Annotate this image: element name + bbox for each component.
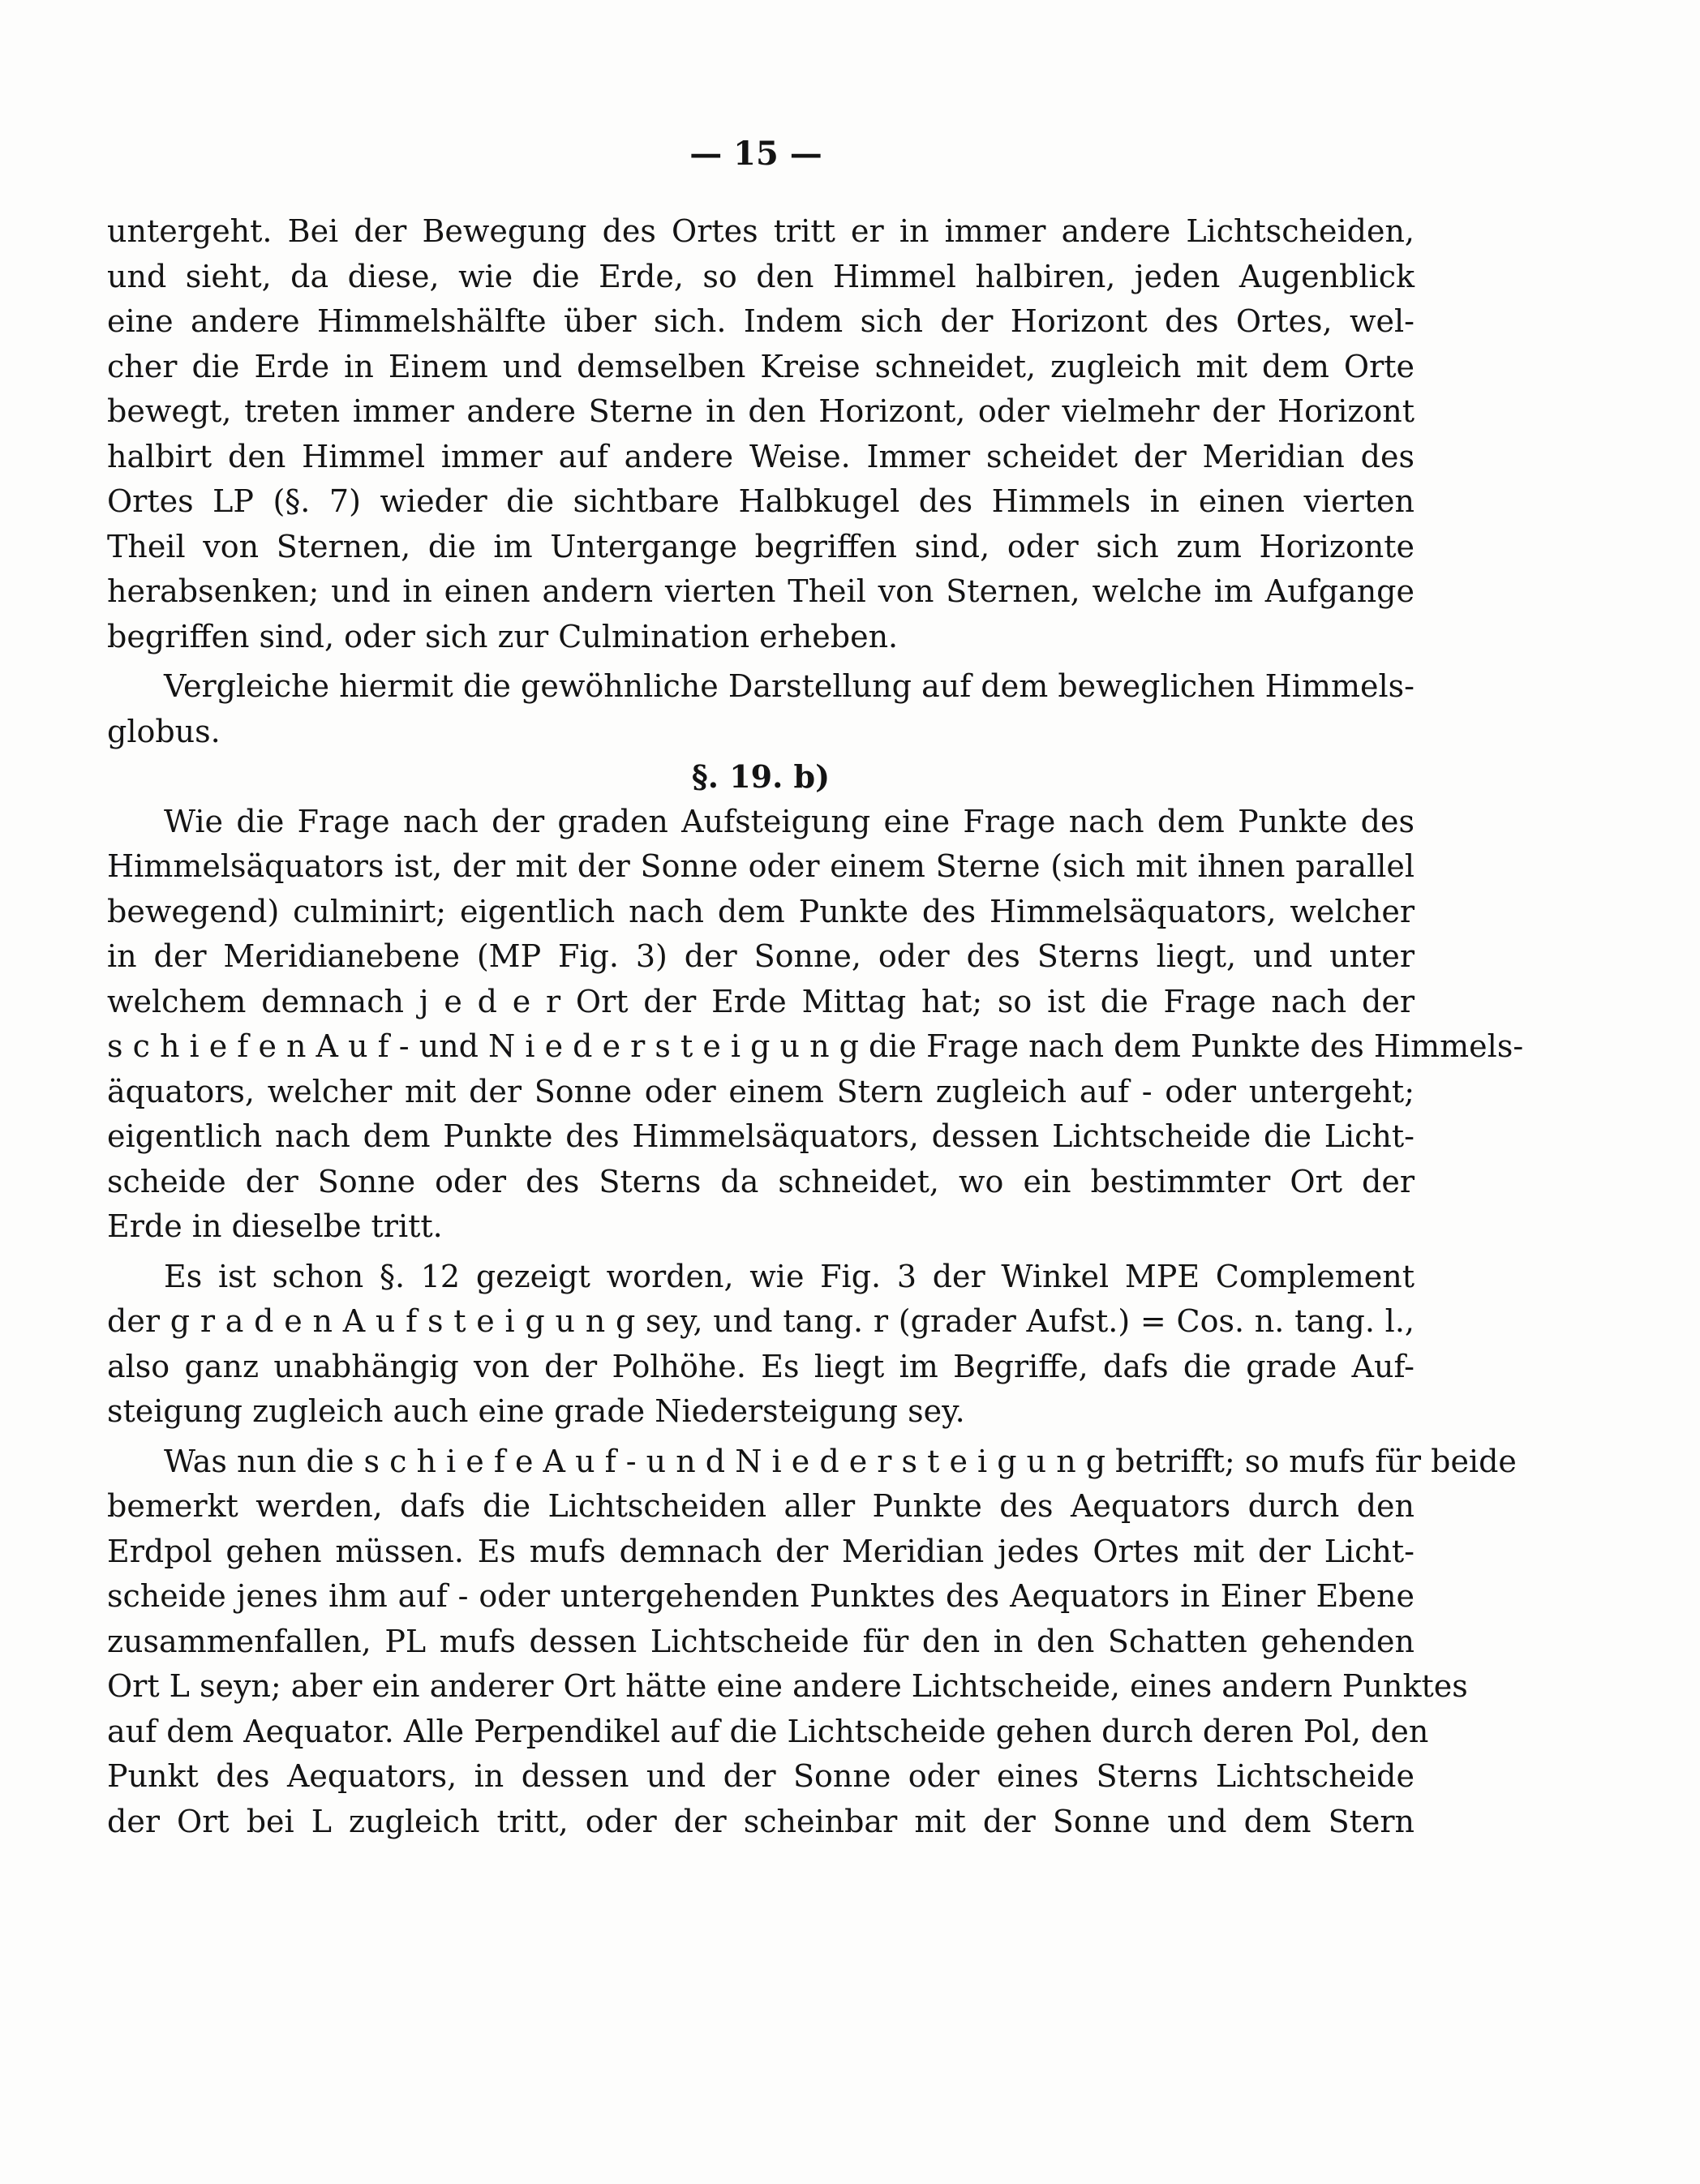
text-line: scheide der Sonne oder des Sterns da schneidet, wo ein bestimmter Ort der bbox=[107, 1163, 1415, 1199]
text-line: herabsenken; und in einen andern vierten Theil von Sternen, welche im Aufgange bbox=[107, 573, 1415, 609]
text-line: Punkt des Aequators, in dessen und der Sonne oder eines Sterns Lichtscheide bbox=[107, 1758, 1415, 1794]
section-heading-text: §. 19. b) bbox=[691, 758, 831, 795]
text-line: globus. bbox=[107, 713, 221, 749]
text-line: bewegend) culminirt; eigentlich nach dem Punkte des Himmelsäquators, welcher bbox=[107, 893, 1415, 929]
paragraph-1 bbox=[107, 209, 1415, 659]
text-line: Theil von Sternen, die im Untergange begriffen sind, oder sich zum Horizonte bbox=[107, 528, 1415, 564]
text-line: scheide jenes ihm auf - oder untergehenden Punktes des Aequators in Einer Ebene bbox=[107, 1578, 1415, 1614]
text-line: eine andere Himmelshälfte über sich. Indem sich der Horizont des Ortes, wel- bbox=[107, 303, 1415, 339]
text-line: der g r a d e n A u f s t e i g u n g sey, und tang. r (grader Aufst.) = Cos. n. tang. l., bbox=[107, 1303, 1415, 1339]
text-line: steigung zugleich auch eine grade Niedersteigung sey. bbox=[107, 1393, 965, 1429]
text-line: also ganz unabhängig von der Polhöhe. Es liegt im Begriffe, dafs die grade Auf- bbox=[107, 1348, 1415, 1384]
text-line: Ortes LP (§. 7) wieder die sichtbare Halbkugel des Himmels in einen vierten bbox=[107, 483, 1415, 519]
text-line: Himmelsäquators ist, der mit der Sonne oder einem Sterne (sich mit ihnen parallel bbox=[107, 848, 1415, 884]
text-line: äquators, welcher mit der Sonne oder einem Stern zugleich auf - oder untergeht; bbox=[107, 1073, 1415, 1109]
page-number: — 15 — bbox=[689, 135, 822, 173]
text-line: bewegt, treten immer andere Sterne in den Horizont, oder vielmehr der Horizont bbox=[107, 393, 1415, 429]
text-line: Es ist schon §. 12 gezeigt worden, wie Fig. 3 der Winkel MPE Complement bbox=[164, 1258, 1415, 1294]
text-line: halbirt den Himmel immer auf andere Weise. Immer scheidet der Meridian des bbox=[107, 438, 1415, 474]
text-line: Erdpol gehen müssen. Es mufs demnach der Meridian jedes Ortes mit der Licht- bbox=[107, 1533, 1415, 1569]
text-line: Ort L seyn; aber ein anderer Ort hätte eine andere Lichtscheide, eines andern Punktes bbox=[107, 1668, 1468, 1704]
text-line: begriffen sind, oder sich zur Culmination erheben. bbox=[107, 618, 899, 654]
paragraph-2 bbox=[107, 664, 1415, 754]
section-heading bbox=[107, 754, 1415, 800]
paragraph-3 bbox=[107, 800, 1524, 1250]
text-line: Vergleiche hiermit die gewöhnliche Darstellung auf dem beweglichen Himmels- bbox=[164, 668, 1415, 704]
text-line: untergeht. Bei der Bewegung des Ortes tritt er in immer andere Lichtscheiden, bbox=[107, 213, 1415, 249]
text-line: cher die Erde in Einem und demselben Kreise schneidet, zugleich mit dem Orte bbox=[107, 348, 1415, 384]
text-line: s c h i e f e n A u f - und N i e d e r s t e i g u n g die Frage nach dem Punkte des Himmels- bbox=[107, 1028, 1524, 1064]
body-text bbox=[107, 209, 1524, 1844]
text-line: zusammenfallen, PL mufs dessen Lichtscheide für den in den Schatten gehenden bbox=[107, 1623, 1415, 1659]
text-line: welchem demnach j e d e r Ort der Erde Mittag hat; so ist die Frage nach der bbox=[107, 983, 1415, 1019]
text-line: Wie die Frage nach der graden Aufsteigung eine Frage nach dem Punkte des bbox=[164, 803, 1415, 839]
text-line: und sieht, da diese, wie die Erde, so den Himmel halbiren, jeden Augenblick bbox=[107, 258, 1415, 294]
text-line: bemerkt werden, dafs die Lichtscheiden aller Punkte des Aequators durch den bbox=[107, 1488, 1415, 1524]
text-line: Erde in dieselbe tritt. bbox=[107, 1208, 443, 1244]
text-line: der Ort bei L zugleich tritt, oder der scheinbar mit der Sonne und dem Stern bbox=[107, 1803, 1415, 1839]
paragraph-4 bbox=[107, 1255, 1415, 1435]
text-line: Was nun die s c h i e f e A u f - u n d N i e d e r s t e i g u n g betrifft; so mufs für beide bbox=[164, 1443, 1517, 1479]
text-line: auf dem Aequator. Alle Perpendikel auf die Lichtscheide gehen durch deren Pol, den bbox=[107, 1713, 1429, 1749]
paragraph-5 bbox=[107, 1440, 1517, 1845]
text-line: eigentlich nach dem Punkte des Himmelsäquators, dessen Lichtscheide die Licht- bbox=[107, 1118, 1415, 1154]
text-line: in der Meridianebene (MP Fig. 3) der Sonne, oder des Sterns liegt, und unter bbox=[107, 938, 1415, 974]
